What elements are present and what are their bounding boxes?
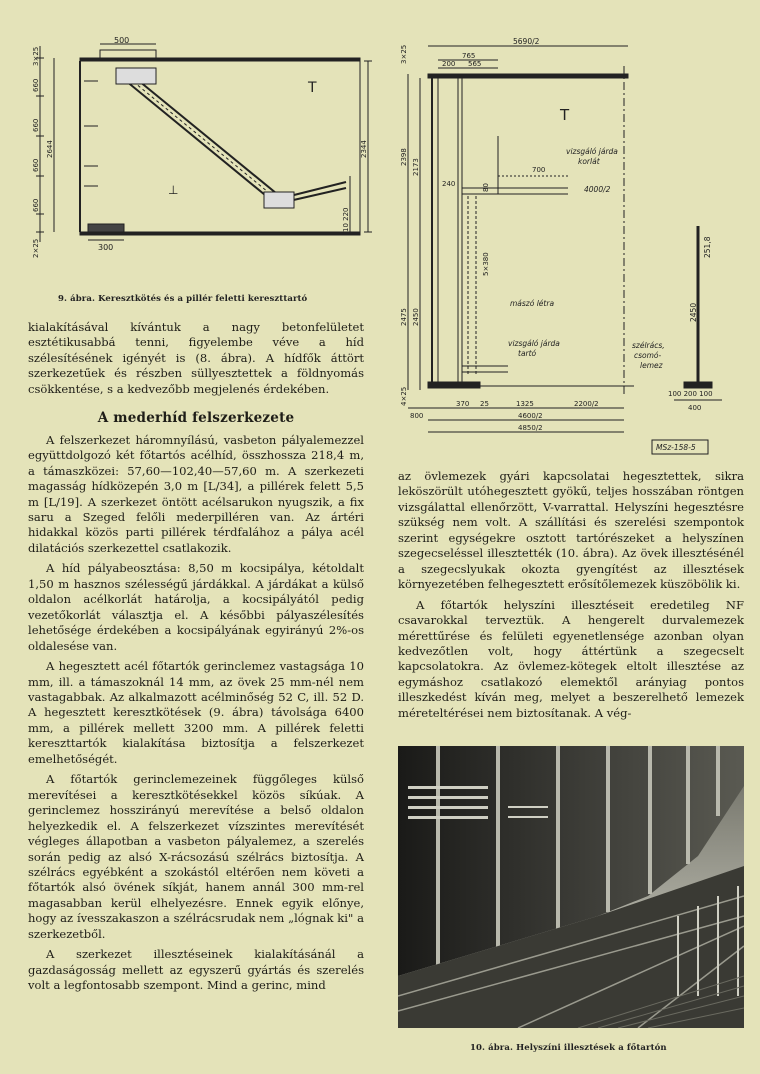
fig9-small-dim: 10 220 bbox=[342, 207, 350, 232]
right-para-1: az övlemezek gyári kapcsolatai hegesztettek, sikra leköszörült utóhegesztett gyökű, teljes hosszában röntgen vizsgálattal ellenőrzött, V-varrattal. Helyszíni hegesztésre szükség nem volt. A szállítási és szerelési szempontok szerint egységekre osztott tartórészeket a helyszínen szegecseléssel illesztették (10. ábra). Az övek illesztésénél a szegecslyukak okozta gyengítést az illesztések környezetében felhegesztett erősítőlemezek küszöbölik ki. bbox=[398, 469, 744, 592]
dim-5690: 5690/2 bbox=[513, 37, 540, 46]
figure-9-drawing bbox=[28, 36, 376, 280]
fig9-left-dim-6: 2×25 bbox=[32, 238, 40, 258]
ann-jarda-tarto-2: tartó bbox=[518, 349, 537, 358]
left-dim-2: 2173 bbox=[412, 158, 420, 176]
bottom-dim-3: 1325 bbox=[516, 400, 534, 408]
ann-bottom-small: 100 200 100 bbox=[668, 390, 713, 398]
right-column bbox=[398, 469, 744, 721]
dim-765: 765 bbox=[462, 52, 476, 60]
bottom-dim-1: 370 bbox=[456, 400, 470, 408]
fig9-left-dim-0: 3×25 bbox=[32, 46, 40, 66]
right-para-2: A főtartók helyszíni illesztéseit eredetileg NF csavarokkal terveztük. A hengerelt durvalemezek mérettűrése és felületi egyenetlensége azonban olyan kedvezőtlen volt, hogy áttértünk a szegecselt kapcsolatokra. Az övlemez-kötegek eltolt illesztése az egymáshoz csatlakozó elemektől arányiag pontos illeszkedést kíván meg, melyet a beszerelhető lemezek méreteltérései nem biztosítanak. A vég- bbox=[398, 597, 744, 720]
drawing-label-box: MSz-158-5 bbox=[656, 443, 696, 452]
fig9-left-dim-3: 660 bbox=[32, 158, 40, 172]
mid-dim-2: 5×380 bbox=[482, 252, 490, 276]
para-5: A szerkezet illesztéseinek kialakításánál a gazdaságosság mellett az egyszerű gyártás és szerelés volt a legfontosabb szempont. Mind a gerinc, mind bbox=[28, 947, 364, 993]
ann-szelracs-3: lemez bbox=[640, 361, 663, 370]
ann-maszo-letra: mászó létra bbox=[510, 299, 555, 308]
bottom-dim-5: 4600/2 bbox=[518, 412, 543, 420]
bottom-dim-2: 25 bbox=[480, 400, 489, 408]
para-1: A felszerkezet háromnyílású, vasbeton pályalemezzel együttdolgozó két főtartós acélhíd, összhossza 218,4 m, a támaszközei: 57,60—102,40—57,60 m. A szerkezeti magasság hídközepén 3,0 m [L/34], a pillérek felett 5,5 m [L/19]. A szerkezet öntött acélsarukon nyugszik, a fix saru a Szeged felőli mederpilléren van. Az ártéri hidakkal közös parti pillérek térdfalához a pálya acél dilatációs szerkezettel csatlakozik. bbox=[28, 432, 364, 555]
ann-right-dim-2: 2450 bbox=[689, 302, 698, 322]
left-dim-5: 4×25 bbox=[400, 386, 408, 406]
fig9-right-dim: 2344 bbox=[360, 140, 368, 158]
ann-700: 700 bbox=[532, 166, 546, 174]
mid-dim-1: 80 bbox=[482, 183, 490, 192]
left-column bbox=[28, 320, 364, 994]
drawing-t-mark: T bbox=[560, 106, 570, 124]
fig9-t-mark: T bbox=[308, 80, 317, 96]
ann-vizsgalo-jarda: vizsgáló járda bbox=[566, 147, 618, 156]
fig9-left-dim-5: 2644 bbox=[46, 140, 54, 158]
figure-9-caption: 9. ábra. Keresztkötés és a pillér feletti kereszttartó bbox=[58, 294, 308, 304]
ann-right-dim: 251,8 bbox=[703, 236, 712, 258]
dim-565: 565 bbox=[468, 60, 482, 68]
left-dim-0: 3×25 bbox=[400, 44, 408, 64]
cross-section-drawing bbox=[398, 36, 744, 460]
fig9-left-dim-4: 660 bbox=[32, 198, 40, 212]
ann-korlat: korlát bbox=[578, 157, 600, 166]
para-intro: kialakításával kívántuk a nagy betonfelületet esztétikusabbá tenni, figyelembe véve a híd szélesítésének igényét is (8. ábra). A hídfők áttört szerkezetűek és részben süllyesztettek a földnyomás csökkentése, s a kedvezőbb megjelenés érdekében. bbox=[28, 320, 364, 396]
dim-200: 200 bbox=[442, 60, 456, 68]
fig9-top-dim: 500 bbox=[114, 36, 130, 45]
fig9-left-dim-1: 660 bbox=[32, 78, 40, 92]
ann-szelracs-1: szélrács, bbox=[632, 341, 665, 350]
fig9-perp-mark: ⊥ bbox=[168, 183, 179, 197]
left-dim-4: 2450 bbox=[412, 308, 420, 326]
fig9-left-dim-2: 660 bbox=[32, 118, 40, 132]
bottom-dim-4: 2200/2 bbox=[574, 400, 599, 408]
figure-10-caption: 10. ábra. Helyszíni illesztések a főtartón bbox=[470, 1043, 667, 1053]
mid-dim-0: 240 bbox=[442, 180, 456, 188]
ann-jarda-tarto-1: vizsgáló járda bbox=[508, 339, 560, 348]
left-dim-3: 2475 bbox=[400, 308, 408, 326]
fig9-bottom-dim: 300 bbox=[98, 243, 114, 252]
bottom-dim-6: 4850/2 bbox=[518, 424, 543, 432]
bottom-dim-0: 800 bbox=[410, 412, 424, 420]
para-3: A hegesztett acél főtartók gerinclemez vastagsága 10 mm, ill. a támaszoknál 14 mm, az övek 25 mm-nél nem vastagabbak. Az alkalmazott acélminőség 52 C, ill. 52 D. A hegesztett keresztkötések (9. ábra) távolsága 6400 mm, a pillérek mellett 3200 mm. A pillérek feletti kereszttartók kialakítása biztosítja a felszerkezet emelhetőségét. bbox=[28, 659, 364, 766]
para-2: A híd pályabeosztása: 8,50 m kocsipálya, kétoldalt 1,50 m hasznos szélességű járdákkal. A járdákat a külső oldalon acélkorlát határolja, a kocsipályától pedig vezetőkorlát választja el. A későbbi pályaszélesítés lehetősége érdekében a kocsipályának egyirányú 2%-os oldalesése van. bbox=[28, 561, 364, 653]
para-4: A főtartók gerinclemezeinek függőleges külső merevítései a keresztkötésekkel közös síkúak. A gerinclemez hosszirányú merevítése a belső oldalon helyezkedik el. A felszerkezet vízszintes merevítését végleges állapotban a vasbeton pályalemez, a szerelés során pedig az alsó X-rácsozású szélrács biztosítja. A szélrács egyébként a szokástól eltérően nem követi a főtartók alsó övének síkját, hanem annál 300 mm-rel magasabban kerül elhelyezésre. Ennek egyik előnye, hogy az ívesszakaszon a szélrácsrudak nem „lógnak ki" a szerkezetből. bbox=[28, 772, 364, 941]
section-heading: A mederhíd felszerkezete bbox=[97, 410, 295, 427]
left-dim-1: 2398 bbox=[400, 148, 408, 166]
ann-4000: 4000/2 bbox=[584, 185, 611, 194]
figure-10-photo bbox=[398, 746, 744, 1028]
ann-bottom-small-2: 400 bbox=[688, 404, 702, 412]
ann-szelracs-2: csomó- bbox=[634, 351, 662, 360]
